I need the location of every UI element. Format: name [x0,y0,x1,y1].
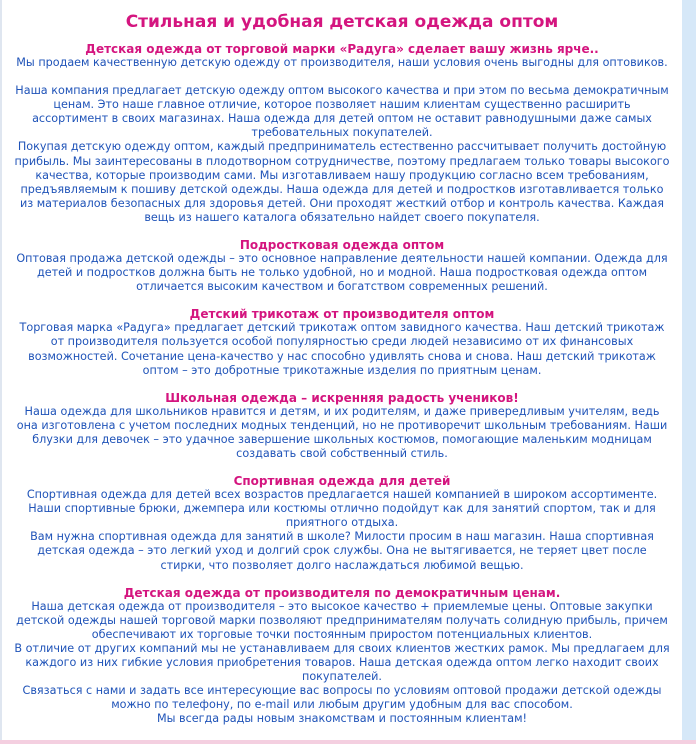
section-raduga [14,42,670,225]
section-paragraph: Наша компания предлагает детскую одежду оптом высокого качества и при этом по весьма демократичным ценам. Это наше главное отличие, которое позволяет нашим клиентам существенно расширить ассортимент в своих магазинах. Наша одежда для детей оптом не оставит равнодушными даже самых требовательных покупателей. [15,84,669,140]
section-heading: Детская одежда от производителя по демократичным ценам. [123,585,561,600]
scrollbar-track[interactable] [682,0,696,744]
section-school-clothing [14,391,670,461]
section-knitwear [14,307,670,377]
section-paragraph: Торговая марка «Радуга» предлагает детский трикотаж оптом завидного качества. Наш детский трикотаж от производителя пользуется особой популярностью среди людей независимо от их финансовых возможностей. Сочетание цена-качество у нас способно удивлять снова и снова. Наш детский трикотаж оптом – это добротные трикотажные изделия по приятным ценам. [19,321,665,377]
section-paragraph: Вам нужна спортивная одежда для занятий в школе? Милости просим в наш магазин. Наша спортивная детская одежда – это легкий уход и долгий срок службы. Она не вытягивается, не теряет цвет после стирки, что позволяет долго наслаждаться любимой вещью. [30,530,654,572]
section-paragraph: Наша детская одежда от производителя – это высокое качество + приемлемые цены. Оптовые закупки детской одежды нашей торговой марки позволяют предпринимателям получать солидную прибыль, причем обеспечивают их торговые точки постоянным приростом потенциальных клиентов. [16,599,668,641]
section-paragraph: Связаться с нами и задать все интересующие вас вопросы по условиям оптовой продажи детской одежды можно по телефону, по e-mail или любым другим удобным для вас способом. [22,684,662,712]
section-paragraph: Покупая детскую одежду оптом, каждый предприниматель естественно рассчитывает получить достойную прибыль. Мы заинтересованы в плодотворном сотрудничестве, поэтому предлагаем только товары высокого качества, которые производим сами. Мы изготавливаем нашу продукцию согласно всем требованиям, предъявляемым к пошиву детской одежды. Наша одежда для детей и подростков изготавливается только из материалов безопасных для здоровья детей. Они проходят жесткий отбор и контроль качества. Каждая вещь из нашего каталога обязательно найдет своего покупателя. [14,140,670,224]
bottom-border [0,740,696,744]
section-heading: Спортивная одежда для детей [233,474,451,489]
section-manufacturer-prices [14,586,670,727]
section-paragraph: В отличие от других компаний мы не устанавливаем для своих клиентов жестких рамок. Мы предлагаем для каждого из них гибкие условия приобретения товаров. Наша детская одежда оптом легко находит своих покупателей. [14,641,670,684]
section-paragraph: Мы продаем качественную детскую одежду от производителя, наши условия очень выгодны для оптовиков. [16,56,668,69]
section-sportswear [14,474,670,573]
section-paragraph: Мы всегда рады новым знакомствам и постоянным клиентам! [157,712,527,726]
section-heading: Школьная одежда – искренняя радость учеников! [165,390,519,405]
article [14,8,670,739]
section-teen-clothing [14,238,670,294]
section-paragraph: Спортивная одежда для детей всех возрастов предлагается нашей компанией в широком ассортименте. Наши спортивные брюки, джемпера или костюмы отлично подойдут как для занятий спортом, так и для приятного отдыха. [26,488,658,530]
section-paragraph: Оптовая продажа детской одежды – это основное направление деятельности нашей компании. Одежда для детей и подростков должна быть не только удобной, но и модной. Наша подростковая одежда оптом отличается высоким качеством и богатством современных решений. [16,252,668,294]
section-paragraph: Наша одежда для школьников нравится и детям, и их родителям, и даже привередливым учителям, ведь она изготовлена с учетом последних модных тенденций, но не противоречит школьным требованиям. Наши блузки для девочек – это удачное завершение школьных костюмов, помогающие маленьким модницам создавать свой собственный стиль. [16,404,668,460]
section-heading: Детский трикотаж от производителя оптом [189,307,495,322]
page-title: Стильная и удобная детская одежда оптом [125,12,559,32]
section-heading: Детская одежда от торговой марки «Радуга» сделает вашу жизнь ярче.. [85,42,599,56]
section-heading: Подростковая одежда оптом [239,238,445,253]
